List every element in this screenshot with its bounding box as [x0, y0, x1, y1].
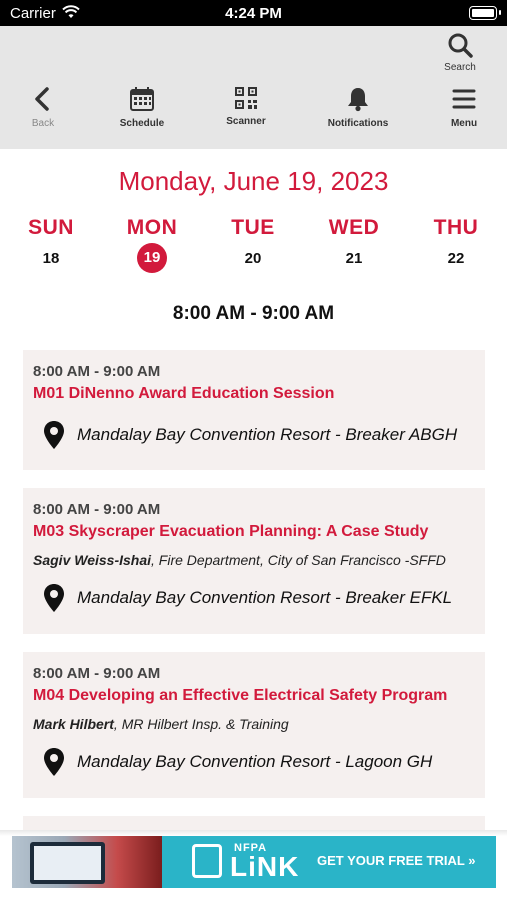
back-chevron-icon [30, 86, 56, 112]
ad-cta[interactable]: GET YOUR FREE TRIAL » [317, 853, 476, 868]
session-title[interactable]: M04 Developing an Effective Electrical Safety Program [33, 687, 448, 704]
day-name: WED [328, 216, 380, 239]
day-wed[interactable] [319, 216, 389, 273]
schedule-button[interactable] [97, 86, 187, 129]
search-button[interactable] [415, 32, 505, 73]
day-date: 18 [42, 250, 60, 267]
tablet-image [30, 842, 105, 884]
session-card[interactable] [23, 816, 485, 830]
ad-banner[interactable] [12, 836, 496, 888]
day-name: MON [126, 216, 178, 239]
search-label: Search [444, 62, 476, 73]
speaker-name[interactable]: Mark Hilbert [33, 716, 114, 732]
location-pin-icon [43, 420, 65, 450]
session-time: 8:00 AM - 9:00 AM [33, 363, 161, 380]
day-date: 22 [447, 250, 465, 267]
ad-brand-top: NFPA [234, 842, 268, 854]
session-card[interactable] [23, 652, 485, 798]
nfpa-link-logo-icon [192, 844, 222, 878]
session-location-row [43, 420, 457, 450]
time-slot-header: 8:00 AM - 9:00 AM [172, 303, 335, 324]
speaker-org: , MR Hilbert Insp. & Training [113, 716, 289, 732]
status-time: 4:24 PM [225, 5, 282, 22]
qr-code-icon [234, 86, 258, 110]
day-sun[interactable] [16, 216, 86, 273]
session-time: 8:00 AM - 9:00 AM [33, 665, 161, 682]
day-thu[interactable] [421, 216, 491, 273]
notifications-label: Notifications [327, 118, 389, 129]
day-tue[interactable] [218, 216, 288, 273]
selected-day-date: 19 [137, 243, 167, 273]
session-location-row [43, 747, 432, 777]
menu-label: Menu [450, 118, 478, 129]
location-pin-icon [43, 747, 65, 777]
session-card[interactable] [23, 350, 485, 470]
carrier-label: Carrier [10, 5, 56, 22]
scanner-button[interactable] [201, 86, 291, 127]
location-pin-icon [43, 583, 65, 613]
status-bar [0, 0, 507, 26]
menu-icon [451, 86, 477, 112]
session-speaker [33, 716, 289, 732]
session-location: Mandalay Bay Convention Resort - Lagoon GH [77, 752, 433, 771]
day-name: SUN [28, 216, 74, 239]
session-speaker [33, 552, 446, 568]
back-label: Back [31, 118, 55, 129]
back-button[interactable] [0, 86, 88, 129]
day-mon[interactable] [117, 216, 187, 273]
scanner-label: Scanner [226, 116, 266, 127]
day-name: THU [433, 216, 479, 239]
menu-button[interactable] [419, 86, 507, 129]
speaker-name[interactable]: Sagiv Weiss-Ishai [33, 552, 152, 568]
session-location: Mandalay Bay Convention Resort - Breaker ABGH [77, 425, 458, 444]
session-time: 8:00 AM - 9:00 AM [33, 501, 161, 518]
session-title[interactable]: M01 DiNenno Award Education Session [33, 385, 335, 402]
schedule-label: Schedule [119, 118, 165, 129]
date-title: Monday, June 19, 2023 [118, 166, 389, 196]
notifications-button[interactable] [313, 86, 403, 129]
session-location-row [43, 583, 452, 613]
day-date: 21 [345, 250, 363, 267]
day-name: TUE [231, 216, 275, 239]
week-strip [0, 216, 507, 272]
session-location: Mandalay Bay Convention Resort - Breaker EFKL [77, 588, 453, 607]
ad-brand: LiNK [230, 851, 300, 882]
search-icon [447, 32, 473, 58]
speaker-org: , Fire Department, City of San Francisco -SFFD [151, 552, 446, 568]
bell-icon [345, 86, 371, 112]
calendar-icon [129, 86, 155, 112]
battery-icon [469, 6, 497, 20]
toolbar [0, 26, 507, 149]
day-date: 20 [244, 250, 262, 267]
session-title[interactable]: M03 Skyscraper Evacuation Planning: A Case Study [33, 523, 429, 540]
session-card[interactable] [23, 488, 485, 634]
